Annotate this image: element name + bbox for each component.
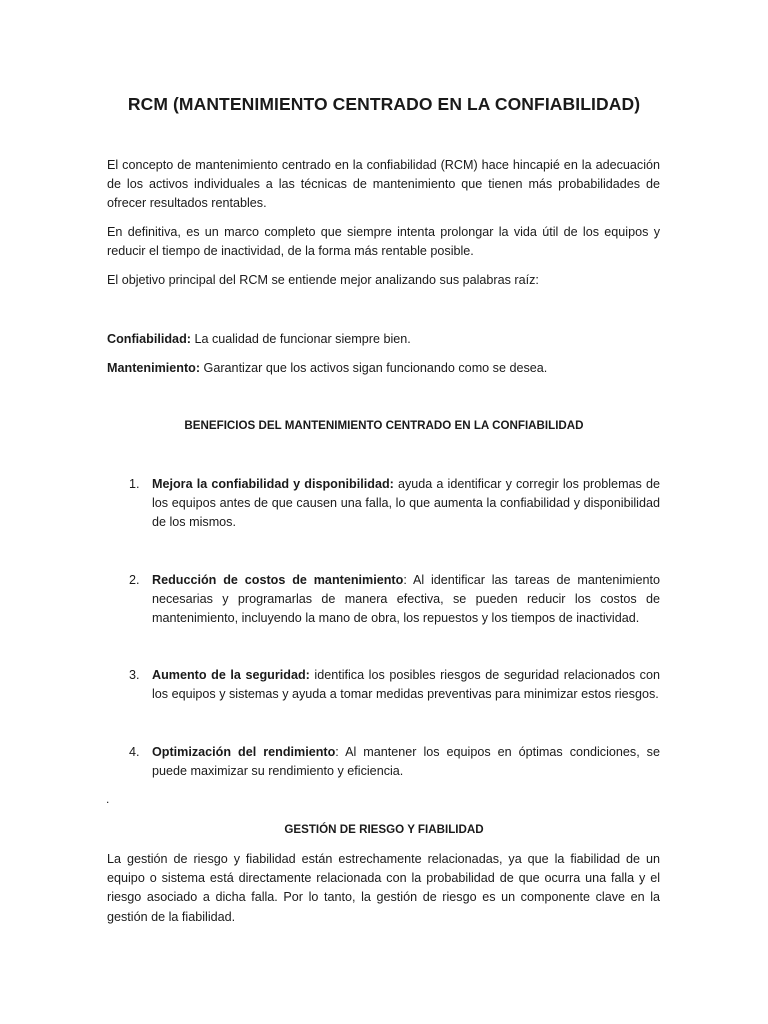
definition-mantenimiento [107, 359, 660, 378]
definition-text: Garantizar que los activos sigan funcionando como se desea. [200, 361, 548, 375]
list-number: 4. [129, 745, 140, 759]
definition-term: Mantenimiento: [107, 361, 201, 375]
benefit-item-1 [107, 475, 660, 533]
list-body [152, 571, 660, 629]
benefit-item-3 [107, 666, 660, 704]
list-number: 1. [129, 477, 140, 491]
intro-paragraph-3: El objetivo principal del RCM se entiende mejor analizando sus palabras raíz: [107, 273, 539, 287]
benefit-term: Aumento de la seguridad: [152, 668, 310, 682]
benefit-item-2 [107, 571, 660, 629]
list-number: 2. [129, 573, 140, 587]
benefit-term: Reducción de costos de mantenimiento [152, 573, 404, 587]
risk-heading: GESTIÓN DE RIESGO Y FIABILIDAD [284, 823, 484, 836]
benefit-text: identifica los posibles riesgos de seguridad relacionados con los equipos y sistemas y ayuda a tomar medidas preventivas para minimizar estos riesgos. [152, 668, 660, 702]
list-body [152, 475, 660, 533]
definition-term: Confiabilidad: [107, 332, 191, 346]
document-title: RCM (MANTENIMIENTO CENTRADO EN LA CONFIABILIDAD) [127, 94, 641, 114]
intro-paragraph-2: En definitiva, es un marco completo que siempre intenta prolongar la vida útil de los equipos y reducir el tiempo de inactividad, de la forma más rentable posible. [107, 225, 660, 259]
benefit-text: : Al mantener los equipos en óptimas condiciones, se puede maximizar su rendimiento y eficiencia. [152, 745, 660, 779]
benefit-term: Optimización del rendimiento [152, 745, 336, 759]
list-body [152, 666, 660, 704]
benefit-text: ayuda a identificar y corregir los problemas de los equipos antes de que causen una falla, lo que aumenta la confiabilidad y disponibilidad de los mismos. [152, 477, 660, 530]
stray-period: . [106, 792, 110, 806]
intro-paragraph-1: El concepto de mantenimiento centrado en la confiabilidad (RCM) hace hincapié en la adecuación de los activos individuales a las técnicas de mantenimiento que tienen más probabilidades de ofrecer resultados rentables. [107, 158, 660, 211]
benefit-term: Mejora la confiabilidad y disponibilidad: [152, 477, 394, 491]
risk-paragraph: La gestión de riesgo y fiabilidad están estrechamente relacionadas, ya que la fiabilidad de un equipo o sistema está directamente relacionada con la probabilidad de que ocurra una falla y el riesgo asociado a dicha falla. Por lo tanto, la gestión de riesgo es un componente clave en la gestión de la fiabilidad. [107, 852, 660, 924]
list-number: 3. [129, 668, 140, 682]
benefit-text: : Al identificar las tareas de mantenimiento necesarias y programarlas de manera efectiva, se pueden reducir los costos de mantenimiento, incluyendo la mano de obra, los repuestos y los tiempos de inactividad. [152, 573, 660, 626]
definition-confiabilidad [107, 330, 660, 349]
list-body [152, 743, 660, 781]
benefits-heading: BENEFICIOS DEL MANTENIMIENTO CENTRADO EN LA CONFIABILIDAD [184, 419, 584, 432]
definition-text: La cualidad de funcionar siempre bien. [190, 332, 411, 346]
benefit-item-4 [107, 743, 660, 781]
